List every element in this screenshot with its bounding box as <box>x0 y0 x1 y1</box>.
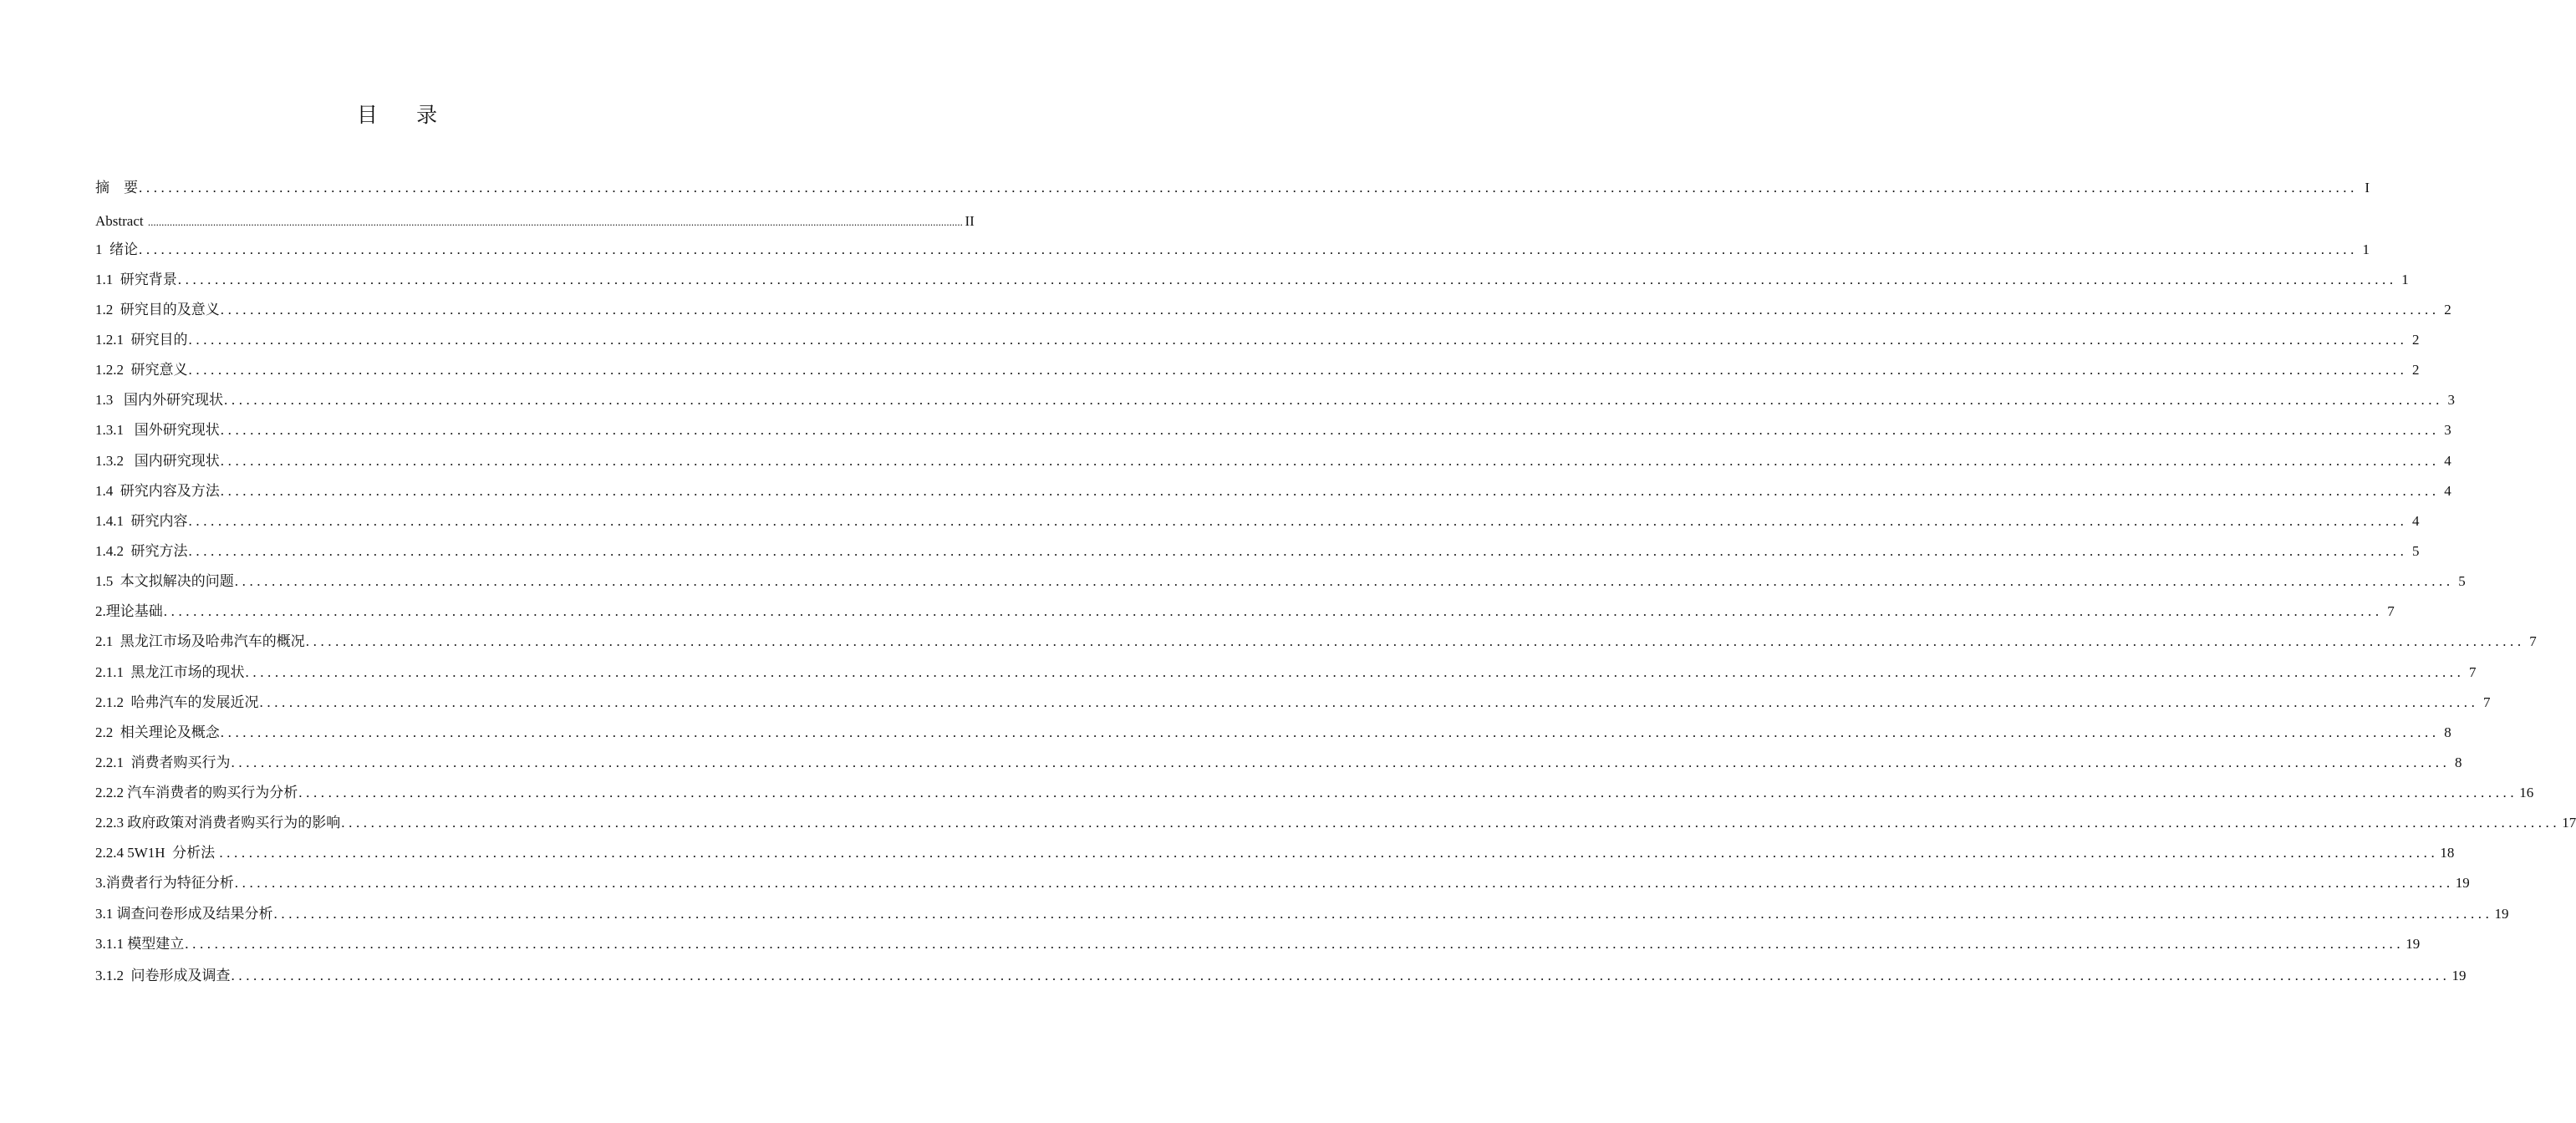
toc-entry-label: 1.3.2 国内研究现状 <box>95 453 220 469</box>
toc-entry-label: 1.2.2 研究意义 <box>95 362 188 378</box>
dot-leader: ............................................................................................................................................................................................................................................................................................................ <box>188 513 2408 529</box>
toc-entry-label: 3.1.2 问卷形成及调查 <box>95 968 231 983</box>
dot-leader: ............................................................................................................................................................................................................................................................................................................ <box>224 392 2443 408</box>
toc-entry-page: 3 <box>2447 392 2455 408</box>
toc-entry[interactable] <box>95 842 2455 864</box>
toc-entry-page: 1 <box>2362 241 2370 257</box>
toc-entry-label: Abstract <box>95 213 147 229</box>
toc-entry-page: 1 <box>2401 272 2409 287</box>
toc-entry[interactable] <box>95 389 2455 411</box>
dot-leader: ............................................................................................................................................................................................................................................................................................................ <box>234 573 2454 589</box>
toc-entry-page: 19 <box>2494 906 2509 922</box>
page-title: 目 录 <box>356 104 455 127</box>
toc-entry-label: 1.3.1 国外研究现状 <box>95 422 220 438</box>
toc-entry[interactable] <box>95 812 2576 834</box>
toc-entry[interactable] <box>95 722 2451 744</box>
dot-leader: ............................................................................................................................................................................................................................................................................................................ <box>188 362 2408 378</box>
toc-entry[interactable] <box>95 419 2451 441</box>
dot-leader: ............................................................................................................................................................................................................................................................................................................ <box>220 483 2440 499</box>
dot-leader: ............................................................................................................................................................................................................................................................................................................ <box>231 968 2451 983</box>
toc-entry-label: 1.3 国内外研究现状 <box>95 392 223 408</box>
toc-entry-page: 19 <box>2405 936 2421 952</box>
dot-leader: ............................................................................................................................................................................................................................................................................................................ <box>220 302 2440 318</box>
dot-leader: ............................................................................................................................................................................................................................................................................................................ <box>220 453 2440 469</box>
toc-entry-page: 7 <box>2529 633 2537 649</box>
toc-entry[interactable] <box>95 359 2420 381</box>
toc-entry-page: 8 <box>2444 724 2451 740</box>
toc-entry-label: 2.理论基础 <box>95 603 163 619</box>
toc-entry[interactable] <box>95 631 2537 653</box>
toc-entry-page: 2 <box>2444 302 2451 318</box>
toc-entry[interactable] <box>95 601 2395 622</box>
dot-leader: ............................................................................................................................................................................................................................................................................................................ <box>231 755 2451 770</box>
toc-entry-label: 1.2.1 研究目的 <box>95 332 188 348</box>
toc-entry[interactable] <box>95 511 2420 532</box>
dot-leader: ............................................................................................................................................................................................................................................................................................................ <box>259 694 2479 710</box>
toc-entry-label: 2.2.4 5W1H 分析法 <box>95 845 219 861</box>
toc-entry-page: 7 <box>2483 694 2491 710</box>
toc-entry-label: 3.1.1 模型建立 <box>95 936 185 952</box>
toc-entry-page: II <box>965 213 975 229</box>
toc-entry[interactable] <box>95 480 2451 502</box>
toc-entry-abstract-cn[interactable] <box>95 177 2370 199</box>
toc-entry-label: 3.消费者行为特征分析 <box>95 875 234 891</box>
toc-entry-page: 4 <box>2444 453 2451 469</box>
toc-entry-page: 18 <box>2440 845 2455 861</box>
dot-leader: ............................................................................................................................................................................................................................................................................................................ <box>185 936 2405 952</box>
toc-entry[interactable] <box>95 541 2420 562</box>
dot-leader: ............................................................................................................................................................................................................................................................................................................ <box>147 216 963 228</box>
toc-entry-label: 2.1.1 黑龙江市场的现状 <box>95 664 245 680</box>
toc-entry-label: 摘 要 <box>95 180 138 196</box>
toc-entry[interactable] <box>95 933 2421 955</box>
toc-entry[interactable] <box>95 872 2470 894</box>
toc-entry-label: 2.2.1 消费者购买行为 <box>95 755 231 770</box>
toc-entry-label: 2.2.3 政府政策对消费者购买行为的影响 <box>95 815 341 831</box>
dot-leader: ............................................................................................................................................................................................................................................................................................................ <box>234 875 2454 891</box>
toc-entry[interactable] <box>95 903 2509 925</box>
toc-entry-label: 1.4.1 研究内容 <box>95 513 188 529</box>
toc-entry[interactable] <box>95 782 2534 804</box>
toc-entry-page: 2 <box>2412 362 2420 378</box>
toc-entry-page: 3 <box>2444 422 2451 438</box>
toc-entry-label: 1.2 研究目的及意义 <box>95 302 220 318</box>
toc-entry-label: 1.4 研究内容及方法 <box>95 483 220 499</box>
toc-entry-label: 1.4.2 研究方法 <box>95 543 188 559</box>
toc-entry-abstract-en[interactable] <box>95 211 975 232</box>
toc-entry-page: 19 <box>2451 968 2467 983</box>
toc-entry-page: 5 <box>2412 543 2420 559</box>
dot-leader: ............................................................................................................................................................................................................................................................................................................ <box>220 724 2440 740</box>
toc-entry-page: 7 <box>2469 664 2477 680</box>
dot-leader: ............................................................................................................................................................................................................................................................................................................ <box>188 543 2408 559</box>
toc-entry-page: 8 <box>2455 755 2462 770</box>
toc-entry[interactable] <box>95 450 2451 472</box>
toc-entry[interactable] <box>95 692 2491 714</box>
toc-entry-page: 17 <box>2562 815 2576 831</box>
toc-entry[interactable] <box>95 662 2477 683</box>
toc-entry-page: 19 <box>2455 875 2470 891</box>
toc-entry-page: 2 <box>2412 332 2420 348</box>
toc-entry-page: 5 <box>2458 573 2466 589</box>
toc-entry-label: 2.2 相关理论及概念 <box>95 724 220 740</box>
toc-entry[interactable] <box>95 571 2466 592</box>
toc-entry[interactable] <box>95 239 2370 261</box>
toc-entry-label: 3.1 调查问卷形成及结果分析 <box>95 906 273 922</box>
dot-leader: ............................................................................................................................................................................................................................................................................................................ <box>245 664 2465 680</box>
toc-entry-page: 7 <box>2387 603 2395 619</box>
toc-entry[interactable] <box>95 329 2420 351</box>
toc-entry-page: 4 <box>2412 513 2420 529</box>
toc-entry[interactable] <box>95 269 2409 291</box>
dot-leader: ............................................................................................................................................................................................................................................................................................................ <box>177 272 2397 287</box>
dot-leader: ............................................................................................................................................................................................................................................................................................................ <box>341 815 2561 831</box>
toc-entry-label: 1.1 研究背景 <box>95 272 177 287</box>
dot-leader: ............................................................................................................................................................................................................................................................................................................ <box>273 906 2493 922</box>
dot-leader: ............................................................................................................................................................................................................................................................................................................ <box>139 241 2358 257</box>
toc-entry-label: 2.2.2 汽车消费者的购买行为分析 <box>95 785 298 800</box>
toc-entry-label: 1.5 本文拟解决的问题 <box>95 573 234 589</box>
toc-entry[interactable] <box>95 752 2462 774</box>
toc-entry-page: 16 <box>2519 785 2534 800</box>
dot-leader: ............................................................................................................................................................................................................................................................................................................ <box>298 785 2518 800</box>
dot-leader: ............................................................................................................................................................................................................................................................................................................ <box>163 603 2383 619</box>
dot-leader: ............................................................................................................................................................................................................................................................................................................ <box>305 633 2525 649</box>
toc-entry-label: 1 绪论 <box>95 241 138 257</box>
toc-entry-label: 2.1.2 哈弗汽车的发展近况 <box>95 694 259 710</box>
dot-leader: ............................................................................................................................................................................................................................................................................................................ <box>220 422 2440 438</box>
toc-entry-page: 4 <box>2444 483 2451 499</box>
toc-entry[interactable] <box>95 299 2451 321</box>
dot-leader: ............................................................................................................................................................................................................................................................................................................ <box>188 332 2408 348</box>
toc-entry-page: I <box>2365 180 2370 196</box>
dot-leader: ............................................................................................................................................................................................................................................................................................................ <box>219 845 2439 861</box>
dot-leader: ............................................................................................................................................................................................................................................................................................................ <box>139 180 2358 196</box>
toc-entry[interactable] <box>95 965 2467 987</box>
toc-entry-label: 2.1 黑龙江市场及哈弗汽车的概况 <box>95 633 305 649</box>
